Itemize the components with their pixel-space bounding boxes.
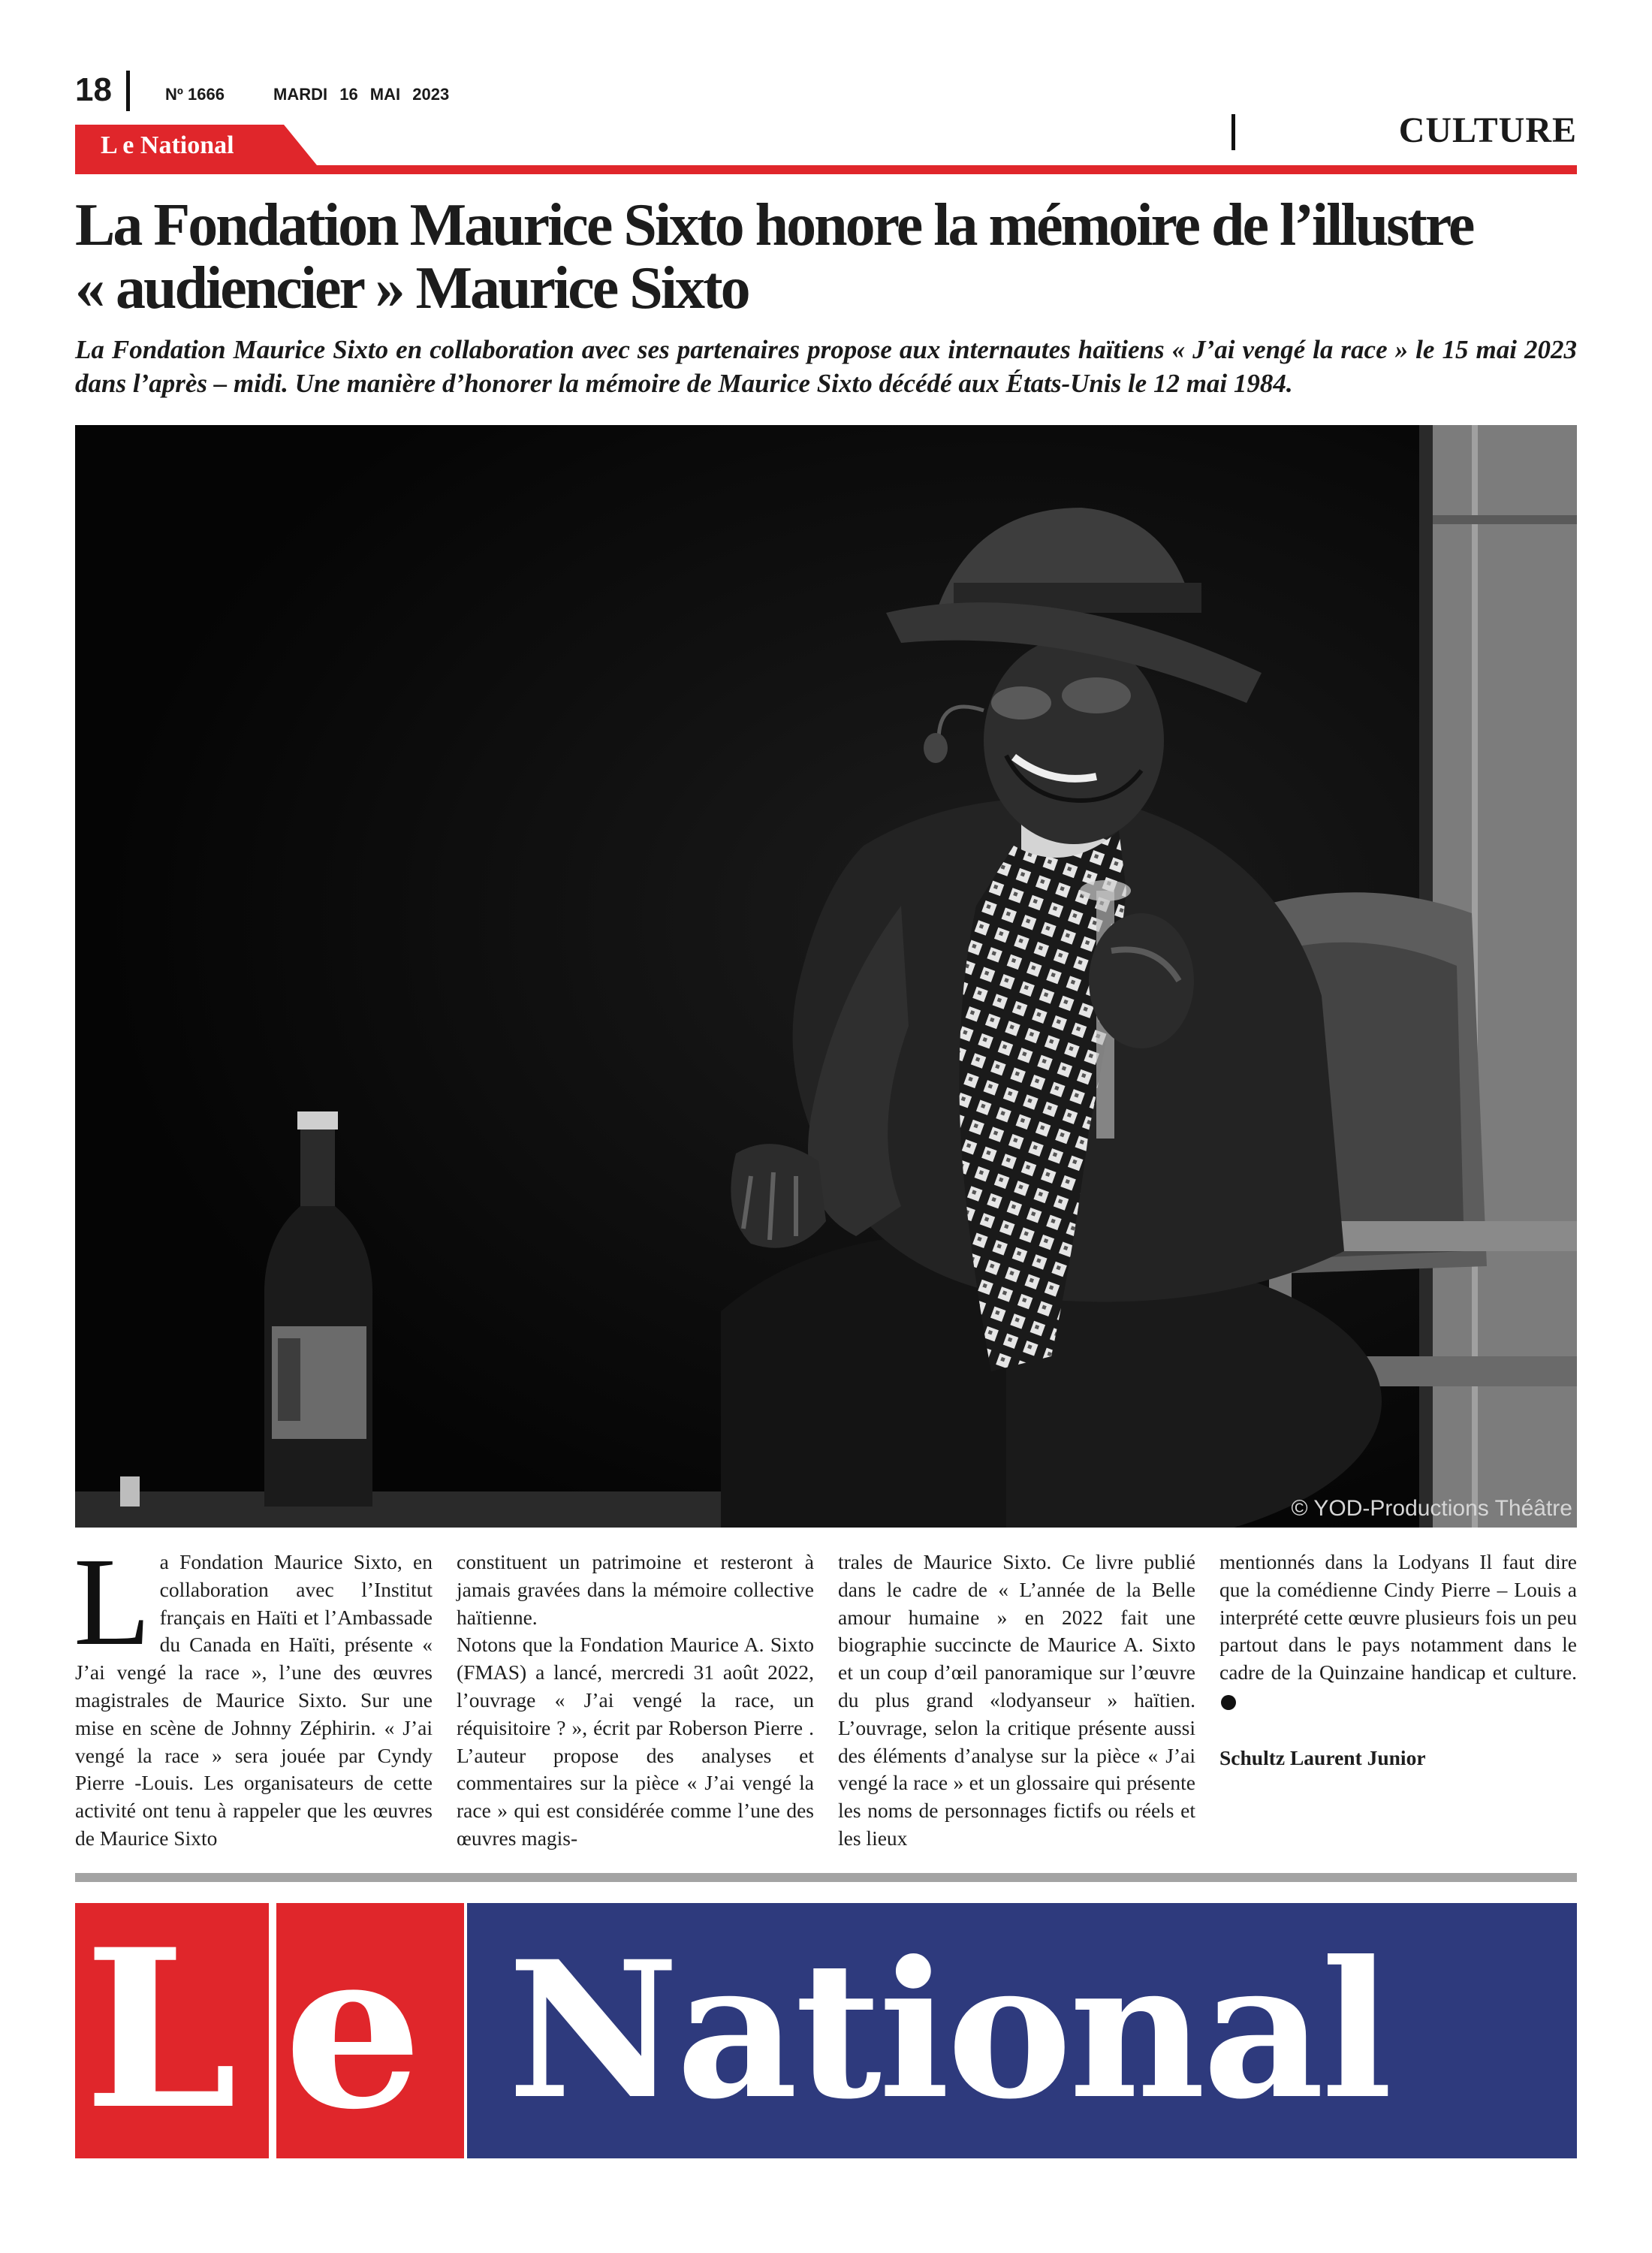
article-headline xyxy=(75,194,1584,320)
issue-date: MARDI 16 MAI 2023 xyxy=(273,85,450,104)
page-number-divider xyxy=(126,71,130,111)
column-4-text: mentionnés dans la Lodyans Il faut dire que la comédienne Cindy Pierre – Louis a interprété cette œuvre plusieurs fois un peu partout dans le pays notamment dans le cadre de la Quinzaine handicap et culture. xyxy=(1219,1550,1577,1684)
article-column-2 xyxy=(457,1549,814,1853)
column-4-paragraph xyxy=(1219,1549,1577,1715)
section-divider xyxy=(1231,114,1235,150)
article-column-1 xyxy=(74,1532,433,1853)
issue-number: Nº 1666 xyxy=(165,85,225,104)
footer-rule xyxy=(75,1873,1577,1882)
photo-credit: © YOD-Productions Théâtre xyxy=(1291,1496,1572,1521)
column-3-text: trales de Maurice Sixto. Ce livre publié dans le cadre de « L’année de la Belle amour humaine » en 2022 fait une biographie succincte de Maurice A. Sixto et un coup d’œil panoramique sur l’œuvre du plus grand «lodyanseur » haïtien. L’ouvrage, selon la critique présente aussi des éléments d’analyse sur la pièce « J’ai vengé la race » et un glossaire qui présente les noms de personnages fictifs ou réels et les lieux xyxy=(838,1550,1195,1850)
headline-line-1: La Fondation Maurice Sixto honore la mémoire de l’illustre xyxy=(75,192,1473,258)
article-column-3 xyxy=(838,1549,1195,1853)
column-2-paragraph-2: Notons que la Fondation Maurice A. Sixto (FMAS) a lancé, mercredi 31 août 2022, l’ouvrage « J’ai vengé la race, un réquisitoire ? », écrit par Roberson Pierre . L’auteur propose des analyses et commentaires sur la pièce « J’ai vengé la race » qui est considérée comme l’une des œuvres magis- xyxy=(457,1633,814,1850)
end-of-article-icon xyxy=(1221,1695,1236,1710)
page-number: 18 xyxy=(75,71,112,108)
drop-cap: L xyxy=(74,1532,151,1672)
column-2-paragraph-1: constituent un patrimoine et resteront à jamais gravées dans la mémoire collective haïtienne. xyxy=(457,1550,814,1629)
article-column-4 xyxy=(1219,1549,1577,1772)
column-1-text: a Fondation Maurice Sixto, en collaboration avec l’Institut français en Haïti et l’Ambassade du Canada en Haïti, présente « J’ai vengé la race », l’une des œuvres magistrales de Maurice Sixto. Sur une mise en scène de Johnny Zéphirin. « J’ai vengé la race » sera jouée par Cyndy Pierre -Louis. Les organisateurs de cette activité ont tenu à rappeler que les œuvres de Maurice Sixto xyxy=(75,1550,433,1850)
article-author: Schultz Laurent Junior xyxy=(1219,1745,1426,1769)
header-rule xyxy=(75,165,1577,174)
logo-letter-e: e xyxy=(284,1902,423,2158)
logo-word-national: National xyxy=(508,1920,1390,2140)
logo-divider xyxy=(269,1903,276,2158)
performer-photo-illustration xyxy=(75,425,1577,1528)
article-photo xyxy=(75,425,1577,1528)
brand-tab-label: L e National xyxy=(101,131,234,159)
logo-letter-l: L xyxy=(84,1902,237,2158)
section-label: CULTURE xyxy=(1398,110,1577,150)
article-deck: La Fondation Maurice Sixto en collaboration avec ses partenaires propose aux internautes haïtiens « J’ai vengé la race » le 15 mai 2023 dans l’après – midi. Une manière d’honorer la mémoire de Maurice Sixto décédé aux États-Unis le 12 mai 1984. xyxy=(75,335,1577,398)
headline-line-2: « audiencier » Maurice Sixto xyxy=(75,255,749,321)
